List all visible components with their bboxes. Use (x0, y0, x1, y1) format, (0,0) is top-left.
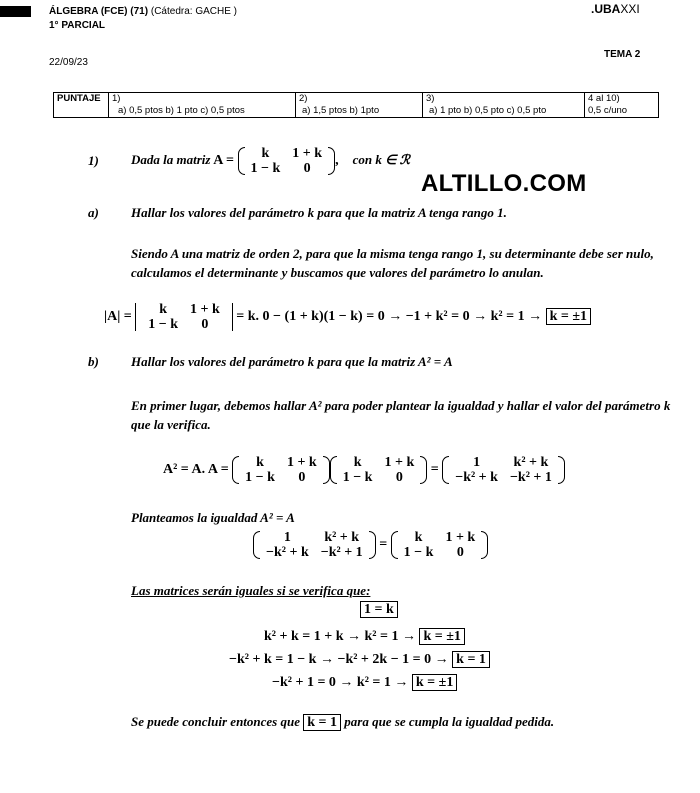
logo-bold: .UBA (591, 2, 621, 16)
matrix-definition: Dada la matriz A = k 1 + k 1 − k 0 , con k ∈ ℛ (131, 146, 411, 176)
condition: con k ∈ ℛ (352, 152, 411, 168)
conclusion-pre: Se puede concluir entonces que (131, 714, 300, 729)
eq-matrix-A: k 1 + k 1 − k 0 (391, 530, 489, 560)
score-label: PUNTAJE (54, 93, 109, 118)
logo-light: XXI (620, 2, 640, 16)
score-col-2: 2) a) 1,5 ptos b) 1pto (296, 93, 423, 118)
item-a-explanation: Siendo A una matriz de orden 2, para que la misma tenga rango 1, su determinante debe ser nulo, calculamos el determinante y buscamos que valores del parámetro lo anulan. (131, 246, 654, 280)
sq-matrix-1: k 1 + k 1 − k 0 (232, 455, 330, 485)
exam-date: 22/09/23 (49, 57, 88, 68)
sq-result-matrix: 1 k² + k −k² + k −k² + 1 (442, 455, 565, 485)
problem-number: 1) (88, 153, 99, 168)
score-col-4: 4 al 10) 0,5 c/uno (585, 93, 659, 118)
det-rhs: = k. 0 − (1 + k)(1 − k) = 0 → −1 + k² = 0 → k² = 1 → (236, 309, 543, 325)
eq3: −k² + k = 1 − k → −k² + 2k − 1 = 0 → k = 1 (229, 651, 490, 668)
tema-label: TEMA 2 (604, 49, 641, 60)
eq1: 1 = k (360, 601, 398, 618)
score-table (53, 92, 659, 118)
determinant-equation: |A| = k 1 + k 1 − k 0 = k. 0 − (1 + k)(1 − k) = 0 → −1 + k² = 0 → k² = 1 → k = ±1 (104, 302, 591, 332)
iguales-text: Las matrices serán iguales si se verifica que: (131, 583, 371, 598)
score-col-3: 3) a) 1 pto b) 0,5 pto c) 0,5 pto (423, 93, 585, 118)
equality-equation: 1 k² + k −k² + k −k² + 1 = k 1 + k 1 − k 0 (253, 530, 488, 560)
item-b-text: Hallar los valores del parámetro k para que la matriz A² = A (131, 354, 453, 369)
course-name: ÁLGEBRA (FCE) (71) (49, 6, 149, 17)
det-matrix: k 1 + k 1 − k 0 (135, 302, 233, 332)
conclusion-post: para que se cumpla la igualdad pedida. (344, 714, 555, 729)
course-title (49, 6, 237, 17)
eq4: −k² + 1 = 0 → k² = 1 → k = ±1 (272, 674, 457, 691)
score-col-1: 1) a) 0,5 ptos b) 1 pto c) 0,5 ptos (109, 93, 296, 118)
catedra: (Cátedra: GACHE ) (150, 6, 237, 17)
eq2: k² + k = 1 + k → k² = 1 → k = ±1 (264, 628, 465, 645)
item-a-label: a) (88, 205, 99, 220)
redaction-bar (0, 6, 31, 17)
sq-matrix-2: k 1 + k 1 − k 0 (330, 455, 428, 485)
plantear-text: Planteamos la igualdad A² = A (131, 510, 295, 525)
item-a-text: Hallar los valores del parámetro k para que la matriz A tenga rango 1. (131, 205, 507, 220)
conclusion (131, 714, 554, 731)
det-result: k = ±1 (546, 308, 591, 325)
item-b-label: b) (88, 354, 99, 369)
square-equation: A² = A. A = k 1 + k 1 − k 0 k 1 + k 1 − k 0 = 1 k² + k −k² + k −k² + 1 (163, 455, 565, 485)
exam-name: 1° PARCIAL (49, 20, 106, 31)
item-b-explanation: En primer lugar, debemos hallar A² para poder plantear la igualdad y hallar el valor del parámetro k que la verifica. (131, 398, 671, 432)
eq-matrix-A2: 1 k² + k −k² + k −k² + 1 (253, 530, 376, 560)
watermark: ALTILLO.COM (421, 170, 587, 197)
conclusion-box: k = 1 (303, 714, 341, 731)
matrix-A: k 1 + k 1 − k 0 (238, 146, 336, 176)
intro-text: Dada la matriz (131, 152, 211, 168)
uba-logo (591, 2, 640, 16)
square-lhs: A² = A. A = (163, 462, 229, 478)
